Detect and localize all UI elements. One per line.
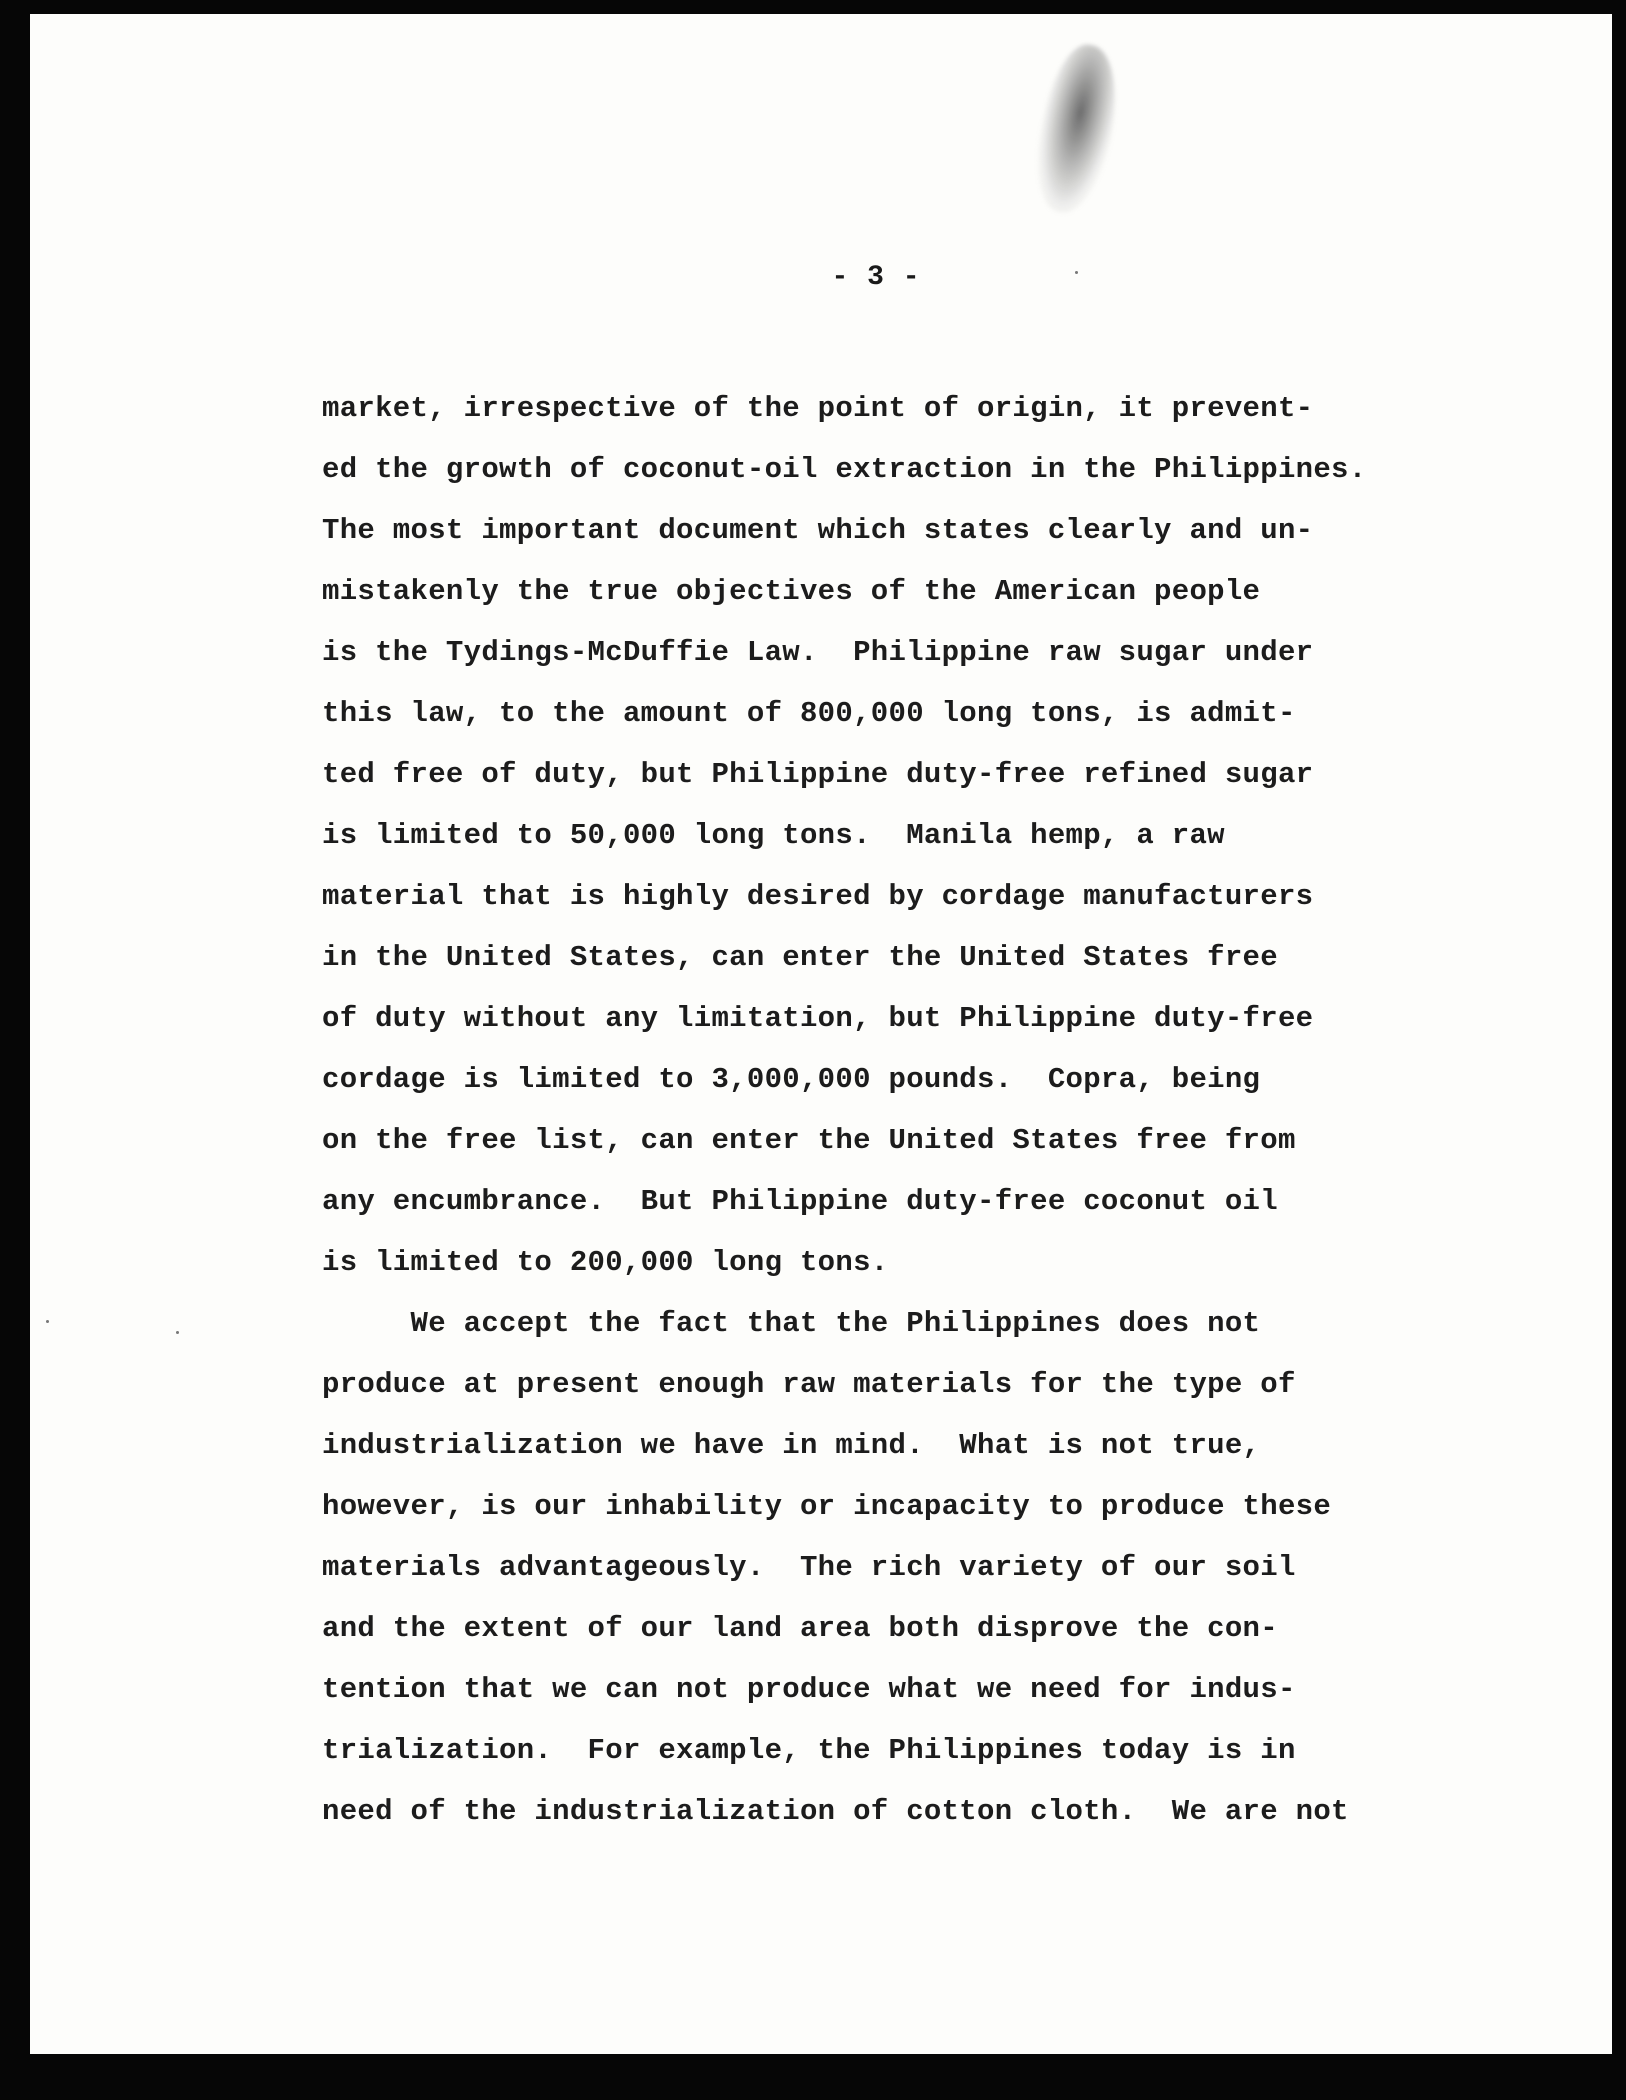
text-line: We accept the fact that the Philippines does not bbox=[322, 1307, 1261, 1340]
page-number: - 3 - bbox=[831, 262, 921, 293]
text-line: and the extent of our land area both disprove the con- bbox=[322, 1612, 1278, 1645]
speck bbox=[46, 1320, 49, 1323]
text-line: is limited to 50,000 long tons. Manila hemp, a raw bbox=[322, 819, 1225, 852]
ink-smudge bbox=[1025, 39, 1129, 220]
text-line: trialization. For example, the Philippines today is in bbox=[322, 1734, 1296, 1767]
speck bbox=[1075, 271, 1078, 274]
text-line: tention that we can not produce what we need for indus- bbox=[322, 1673, 1296, 1706]
text-line: mistakenly the true objectives of the American people bbox=[322, 575, 1261, 608]
text-line: need of the industrialization of cotton cloth. We are not bbox=[322, 1795, 1349, 1828]
text-line: industrialization we have in mind. What is not true, bbox=[322, 1429, 1261, 1462]
document-page bbox=[30, 14, 1612, 2054]
text-line: however, is our inhability or incapacity to produce these bbox=[322, 1490, 1332, 1523]
text-line: any encumbrance. But Philippine duty-free coconut oil bbox=[322, 1185, 1278, 1218]
text-line: ed the growth of coconut-oil extraction in the Philippines. bbox=[322, 453, 1367, 486]
text-line: this law, to the amount of 800,000 long tons, is admit- bbox=[322, 697, 1296, 730]
text-line: is the Tydings-McDuffie Law. Philippine raw sugar under bbox=[322, 636, 1314, 669]
text-line: market, irrespective of the point of origin, it prevent- bbox=[322, 392, 1314, 425]
text-line: of duty without any limitation, but Philippine duty-free bbox=[322, 1002, 1314, 1035]
text-line: produce at present enough raw materials for the type of bbox=[322, 1368, 1296, 1401]
text-line: cordage is limited to 3,000,000 pounds. Copra, being bbox=[322, 1063, 1261, 1096]
text-line: in the United States, can enter the United States free bbox=[322, 941, 1278, 974]
text-line: The most important document which states clearly and un- bbox=[322, 514, 1314, 547]
text-line: materials advantageously. The rich variety of our soil bbox=[322, 1551, 1296, 1584]
text-line: on the free list, can enter the United States free from bbox=[322, 1124, 1296, 1157]
speck bbox=[176, 1331, 179, 1334]
text-line: material that is highly desired by cordage manufacturers bbox=[322, 880, 1314, 913]
text-line: is limited to 200,000 long tons. bbox=[322, 1246, 889, 1279]
text-line: ted free of duty, but Philippine duty-free refined sugar bbox=[322, 758, 1314, 791]
body-text bbox=[322, 378, 1462, 1842]
